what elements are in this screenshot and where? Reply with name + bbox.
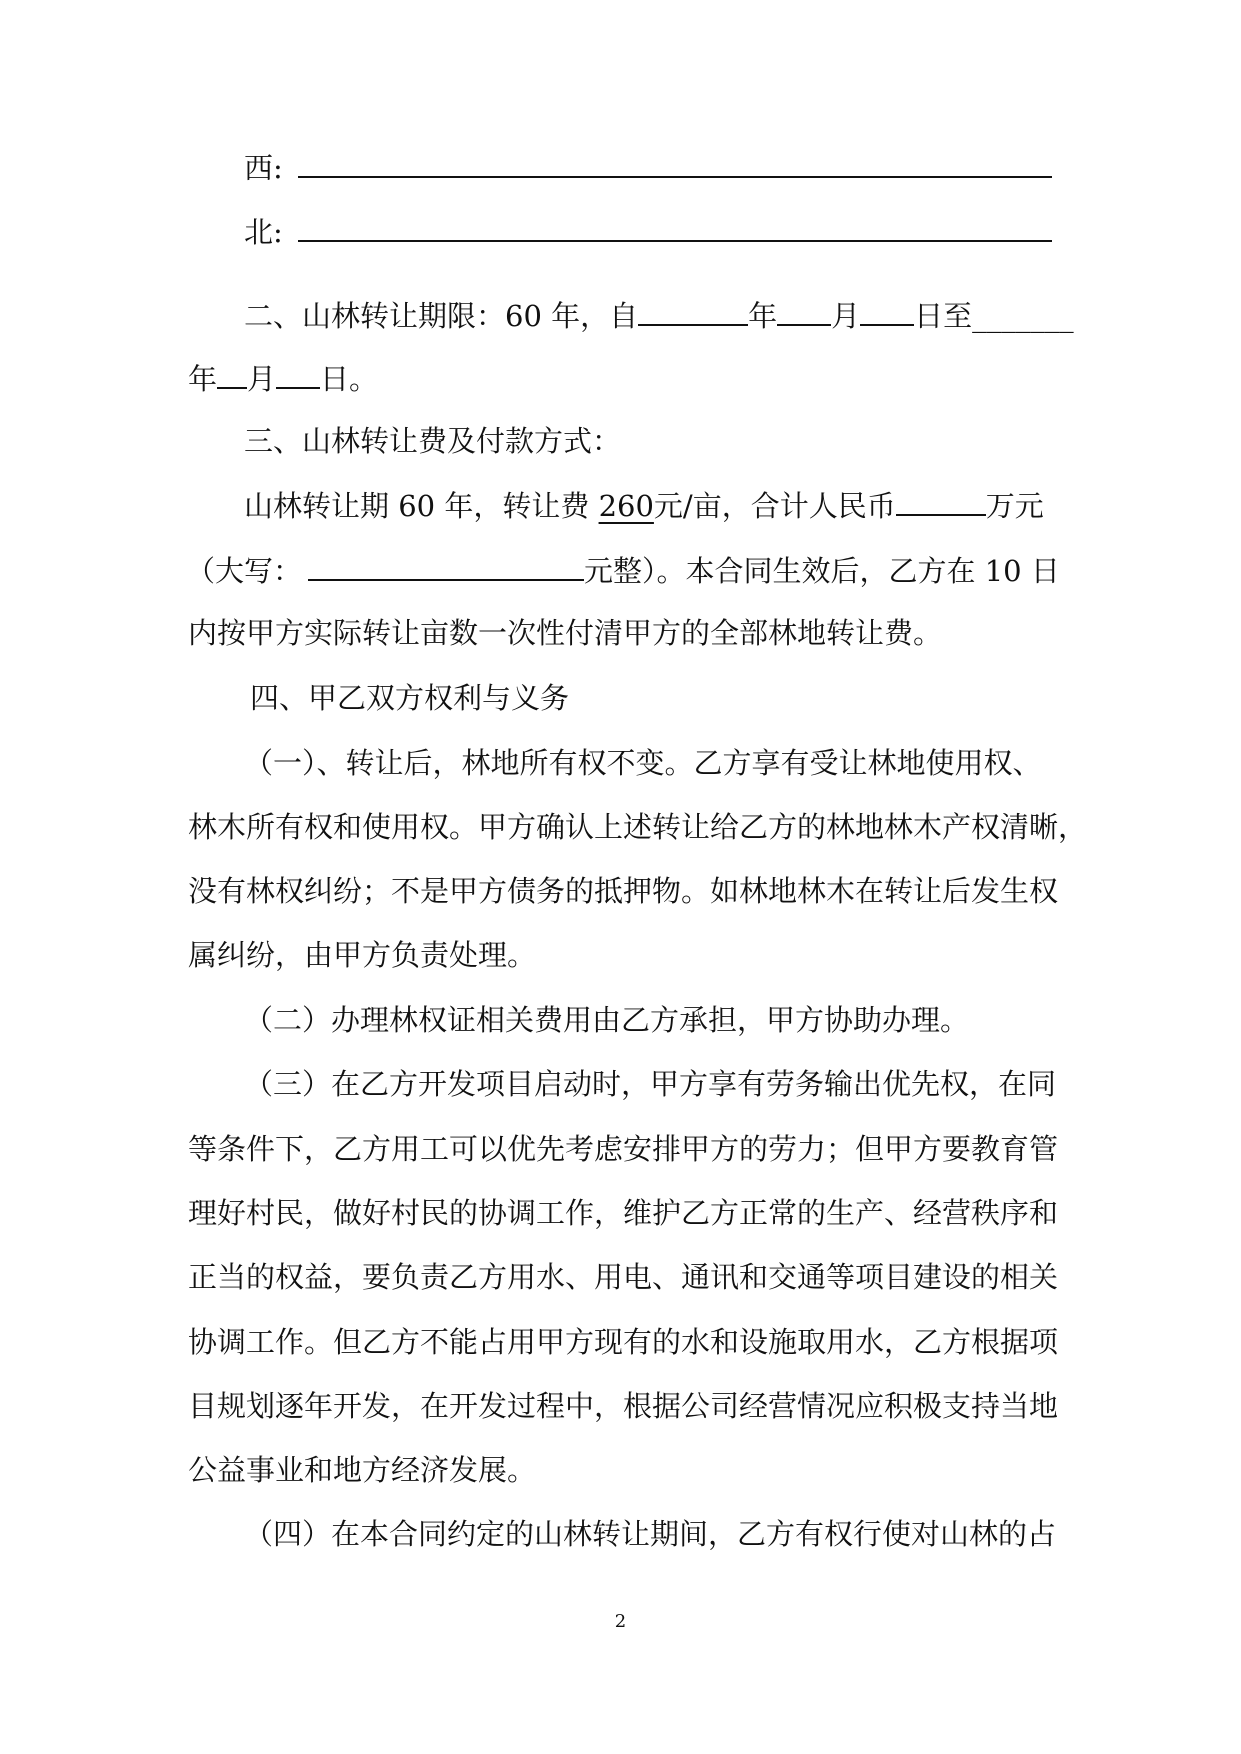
fee-line-2 <box>186 549 1060 589</box>
year-label: 年 <box>748 299 778 333</box>
para-4-3-line-6: 目规划逐年开发，在开发过程中，根据公司经营情况应积极支持当地 <box>188 1389 1059 1423</box>
start-month-blank <box>777 294 831 326</box>
total-amount-blank <box>896 484 986 516</box>
north-boundary-line <box>244 210 1052 250</box>
term-text: 二、山林转让期限：60 年，自 <box>244 299 639 333</box>
fee-line-1 <box>244 484 1044 524</box>
para-4-1-line-2: 林木所有权和使用权。甲方确认上述转让给乙方的林地林木产权清晰， <box>188 810 1088 844</box>
end-day-blank <box>276 357 320 389</box>
para-4-3-line-2: 等条件下，乙方用工可以优先考虑安排甲方的劳力；但甲方要教育管 <box>188 1132 1059 1166</box>
start-year-blank <box>638 294 748 326</box>
fee-text-b: 元/亩，合计人民币 <box>653 489 896 523</box>
para-4-1-line-4: 属纠纷，由甲方负责处理。 <box>188 938 537 972</box>
term-line-1 <box>244 294 1074 334</box>
para-4-4-line-1: （四）在本合同约定的山林转让期间，乙方有权行使对山林的占 <box>244 1517 1057 1551</box>
page-number: 2 <box>614 1611 627 1632</box>
month-label: 月 <box>831 299 861 333</box>
west-boundary-line <box>244 146 1052 186</box>
section-4-heading: 四、甲乙双方权利与义务 <box>250 681 570 715</box>
para-4-3-line-3: 理好村民，做好村民的协调工作，维护乙方正常的生产、经营秩序和 <box>188 1196 1059 1230</box>
capital-label: （大写： <box>186 554 303 588</box>
para-4-3-line-1: （三）在乙方开发项目启动时，甲方享有劳务输出优先权，在同 <box>244 1067 1057 1101</box>
fee-text: 山林转让期 60 年，转让费 <box>244 489 590 523</box>
para-4-3-line-7: 公益事业和地方经济发展。 <box>188 1453 537 1487</box>
end-month-blank <box>217 357 247 389</box>
section-3-heading: 三、山林转让费及付款方式： <box>244 424 622 458</box>
day-to-label: 日至 <box>914 299 973 333</box>
end-year-blank-text: _______ <box>972 299 1074 333</box>
north-blank <box>298 210 1052 242</box>
capital-amount-blank <box>308 549 584 581</box>
unit-label: 万元 <box>985 489 1044 523</box>
day-end-label: 日。 <box>320 362 379 396</box>
fee-text-c: 元整）。本合同生效后，乙方在 10 日 <box>584 554 1060 588</box>
fee-line-3: 内按甲方实际转让亩数一次性付清甲方的全部林地转让费。 <box>188 616 943 650</box>
month-label: 月 <box>247 362 277 396</box>
para-4-2: （二）办理林权证相关费用由乙方承担，甲方协助办理。 <box>244 1003 970 1037</box>
para-4-1-line-3: 没有林权纠纷；不是甲方债务的抵押物。如林地林木在转让后发生权 <box>188 874 1059 908</box>
term-line-2 <box>188 357 378 397</box>
fee-price: 260 <box>598 489 654 523</box>
west-blank <box>298 146 1052 178</box>
north-label: 北: <box>244 215 283 249</box>
para-4-3-line-5: 协调工作。但乙方不能占用甲方现有的水和设施取用水，乙方根据项 <box>188 1325 1059 1359</box>
para-4-3-line-4: 正当的权益，要负责乙方用水、用电、通讯和交通等项目建设的相关 <box>188 1260 1059 1294</box>
start-day-blank <box>860 294 914 326</box>
year-label: 年 <box>188 362 218 396</box>
para-4-1-line-1: （一）、转让后，林地所有权不变。乙方享有受让林地使用权、 <box>244 746 1042 780</box>
west-label: 西: <box>244 151 283 185</box>
